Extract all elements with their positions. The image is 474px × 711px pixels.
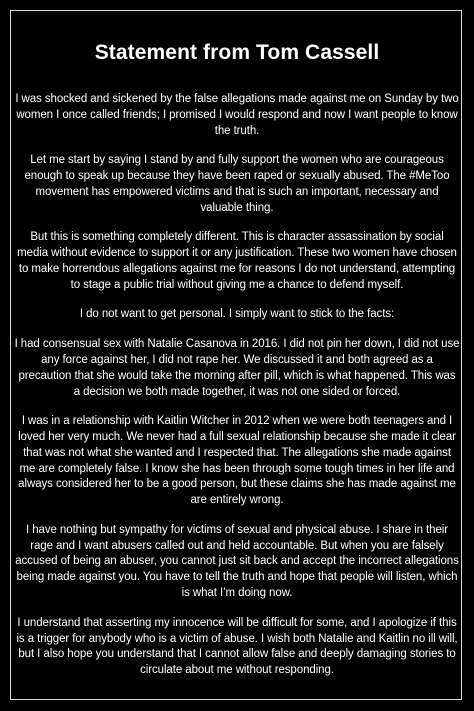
statement-paragraph-6: I was in a relationship with Kaitlin Witcher in 2012 when we were both teenagers and I loved her very much. We never had a full sexual relationship because she made it clear that was not what she wanted and I respected that. The allegations she made against me are completely false. I know she has been through some tough times in her life and always considered her to be a good person, but these claims she has made against me are entirely wrong. <box>18 415 456 507</box>
statement-paragraph-1: I was shocked and sickened by the false allegations made against me on Sunday by two women I once called friends; I promised I would respond and now I want people to know the truth. <box>15 93 459 137</box>
statement-body <box>14 92 460 679</box>
statement-paragraph-8: I understand that asserting my innocence will be difficult for some, and I apologize if this is a trigger for anybody who is a victim of abuse. I wish both Natalie and Kaitlin no ill will, but I also hope you understand that I cannot allow false and deeply damaging stories to circulate about me without responding. <box>16 616 458 677</box>
statement-document <box>14 0 460 693</box>
statement-paragraph-3: But this is something completely different. This is character assassination by social media without evidence to support it or any justification. These two women have chosen to make horrendous allegations against me for reasons I do not understand, attempting to stage a public trial without giving me a chance to defend myself. <box>17 231 457 291</box>
statement-paragraph-2: Let me start by saying I stand by and fully support the women who are courageous enough to speak up because they have been raped or sexually abused. The #MeToo movement has empowered victims and that is such an important, necessary and valuable thing. <box>24 154 450 214</box>
statement-paragraph-7: I have nothing but sympathy for victims of sexual and physical abuse. I share in their rage and I want abusers called out and held accountable. But when you are falsely accused of being an abuser, you cannot just sit back and accept the incorrect allegations being made against you. You have to tell the truth and hope that people will listen, which is what I’m doing now. <box>15 523 459 600</box>
statement-title: Statement from Tom Cassell <box>94 41 380 64</box>
statement-paragraph-4: I do not want to get personal. I simply want to stick to the facts: <box>79 308 395 321</box>
statement-paragraph-5: I had consensual sex with Natalie Casanova in 2016. I did not pin her down, I did not use any force against her, I did not rape her. We discussed it and both agreed as a precaution that she would take the morning after pill, which is what happened. This was a decision we both made together, it was not one sided or forced. <box>14 338 460 398</box>
